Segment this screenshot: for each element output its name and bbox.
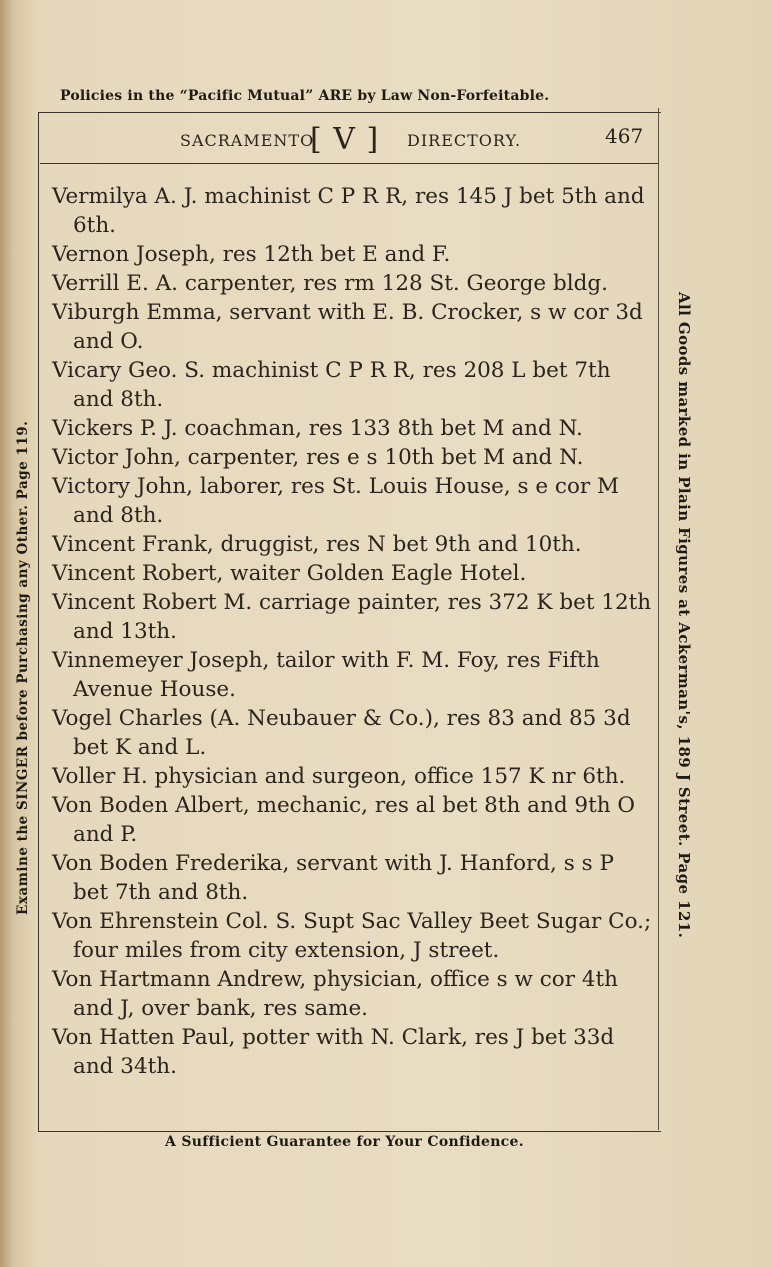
directory-entry: Von Hartmann Andrew, physician, office s w cor 4th and J, over bank, res same. [52, 967, 619, 1021]
directory-entry: Vickers P. J. coachman, res 133 8th bet M and N. [52, 416, 583, 441]
bottom-advertisement: A Sufficient Guarantee for Your Confidence. [165, 1134, 524, 1150]
directory-entry: Vermilya A. J. machinist C P R R, res 145 J bet 5th and 6th. [52, 184, 645, 238]
directory-entry: Voller H. physician and surgeon, office 157 K nr 6th. [52, 764, 626, 789]
directory-entry: Victor John, carpenter, res e s 10th bet M and N. [52, 445, 584, 470]
running-head-title: DIRECTORY. [407, 131, 522, 150]
running-head-letter: [ V ] [310, 122, 380, 157]
directory-entry: Von Boden Albert, mechanic, res al bet 8th and 9th O and P. [52, 793, 636, 847]
header-rule [40, 163, 658, 164]
directory-entry: Vernon Joseph, res 12th bet E and F. [52, 242, 451, 267]
running-head [180, 122, 650, 162]
directory-entries [52, 182, 652, 1081]
directory-entry: Vinnemeyer Joseph, tailor with F. M. Foy, res Fifth Avenue House. [52, 648, 600, 702]
directory-entry: Victory John, laborer, res St. Louis House, s e cor M and 8th. [52, 474, 620, 528]
left-margin-advertisement: Examine the SINGER before Purchasing any Other. Page 119. [15, 420, 31, 915]
directory-entry: Vincent Frank, druggist, res N bet 9th and 10th. [52, 532, 582, 557]
directory-entry: Viburgh Emma, servant with E. B. Crocker, s w cor 3d and O. [52, 300, 643, 354]
directory-entry: Vogel Charles (A. Neubauer & Co.), res 83 and 85 3d bet K and L. [52, 706, 631, 760]
page-number: 467 [605, 124, 644, 148]
top-advertisement: Policies in the “Pacific Mutual” ARE by Law Non-Forfeitable. [60, 88, 550, 104]
directory-entry: Von Hatten Paul, potter with N. Clark, res J bet 33d and 34th. [52, 1025, 615, 1079]
directory-entry: Vicary Geo. S. machinist C P R R, res 208 L bet 7th and 8th. [52, 358, 611, 412]
running-head-city: SACRAMENTO [180, 131, 315, 150]
directory-entry: Vincent Robert M. carriage painter, res 372 K bet 12th and 13th. [52, 590, 652, 644]
directory-entry: Vincent Robert, waiter Golden Eagle Hotel. [52, 561, 527, 586]
directory-entry: Von Ehrenstein Col. S. Supt Sac Valley Beet Sugar Co.; four miles from city extension, J street. [52, 909, 652, 963]
page-frame-right-rule [658, 108, 659, 1130]
directory-entry: Von Boden Frederika, servant with J. Hanford, s s P bet 7th and 8th. [52, 851, 614, 905]
right-margin-advertisement: All Goods marked in Plain Figures at Ackerman's, 189 J Street. Page 121. [675, 292, 693, 939]
directory-entry: Verrill E. A. carpenter, res rm 128 St. George bldg. [52, 271, 608, 296]
